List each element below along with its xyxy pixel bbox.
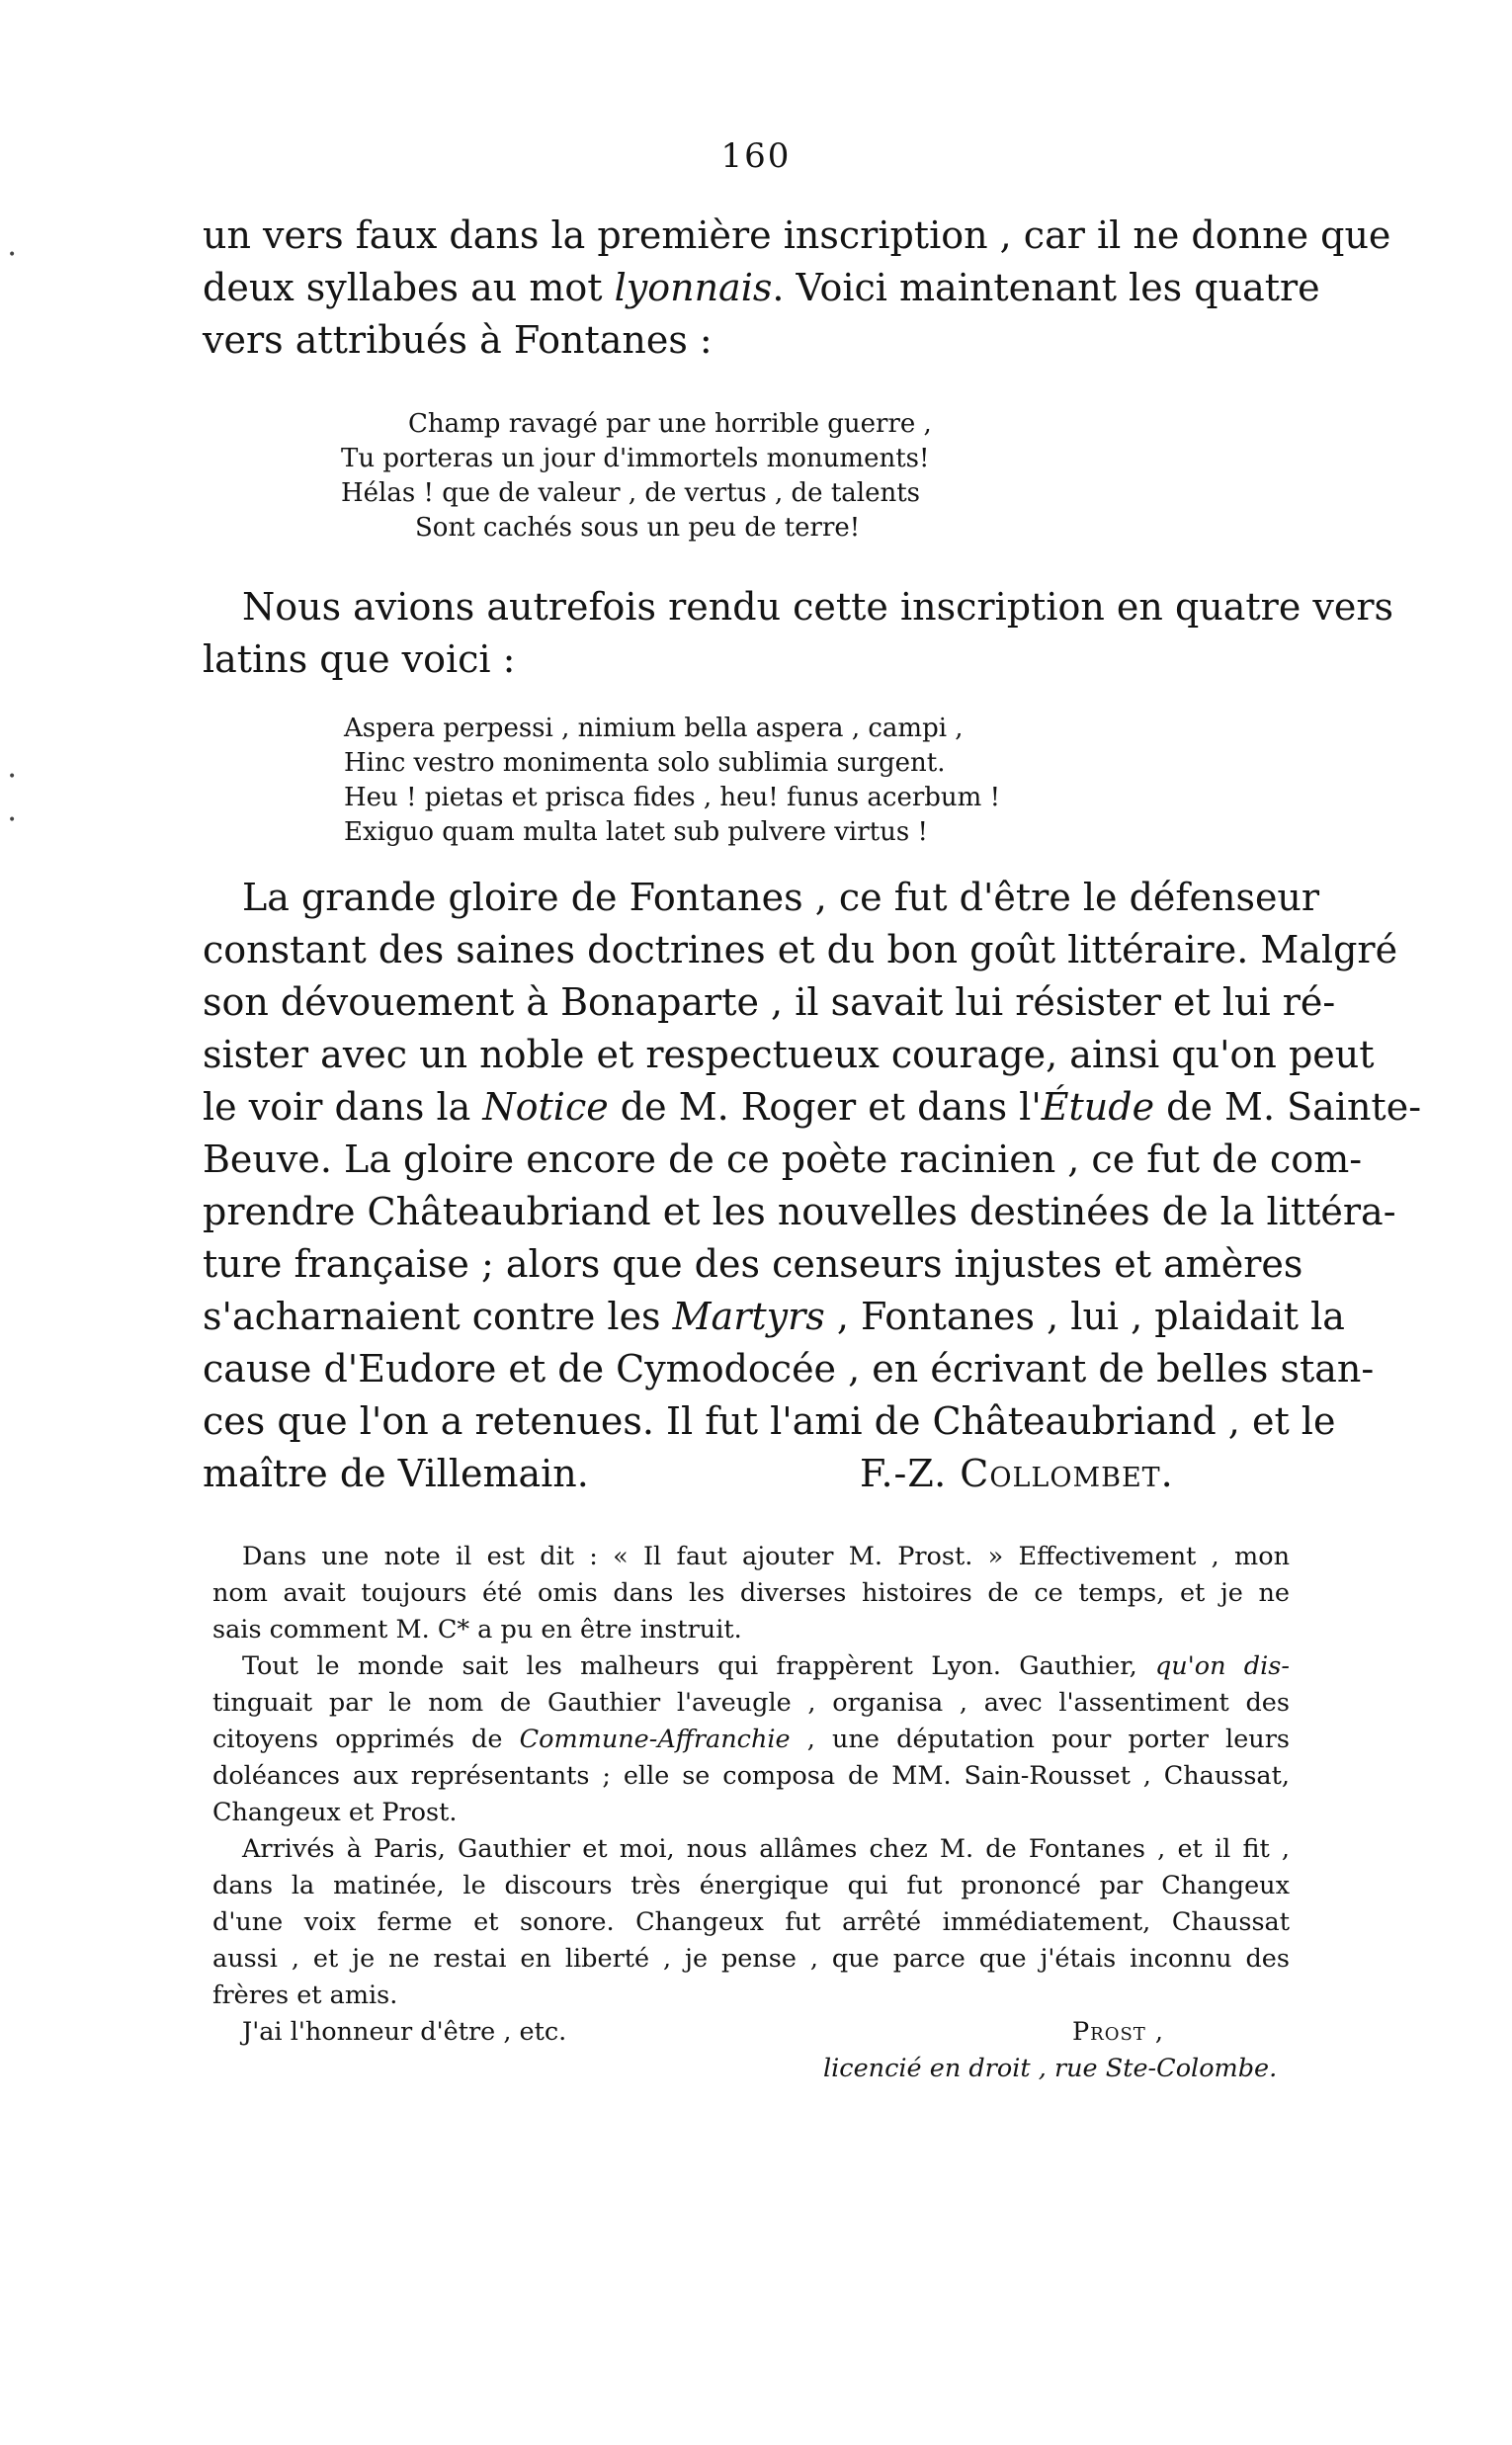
paragraph-3-line: ces que l'on a retenues. Il fut l'ami de Châteaubriand , et le [203, 1399, 1336, 1443]
text-run: Tout le monde sait les malheurs qui frappèrent Lyon. Gauthier, [242, 1651, 1155, 1681]
paragraph-3-line [203, 1081, 1422, 1134]
text-run: citoyens opprimés de [212, 1725, 520, 1754]
paragraph-3-line: prendre Châteaubriand et les nouvelles destinées de la littéra- [203, 1190, 1396, 1233]
verse-line: Exiguo quam multa latet sub pulvere virtus ! [344, 817, 928, 847]
footnote-line: d'une voix ferme et sonore. Changeux fut arrêté immédiatement, Chaussat [212, 1907, 1290, 1937]
footnote-line: tinguait par le nom de Gauthier l'aveugle , organisa , avec l'assentiment des [212, 1688, 1290, 1718]
paragraph-3-line: cause d'Eudore et de Cymodocée , en écrivant de belles stan- [203, 1347, 1375, 1391]
text-run: . Voici maintenant les quatre [772, 266, 1320, 309]
footnote-line: licencié en droit , rue Ste-Colombe. [823, 2054, 1278, 2083]
text-run: de M. Sainte- [1154, 1085, 1422, 1129]
author-signature: F.-Z. Collombet. [860, 1452, 1174, 1495]
paragraph-2-line: Nous avions autrefois rendu cette inscription en quatre vers [242, 585, 1394, 629]
paragraph-2 [203, 581, 1394, 686]
page-number: 160 [720, 136, 792, 176]
paragraph-3-line: Beuve. La gloire encore de ce poète racinien , ce fut de com- [203, 1138, 1363, 1181]
verse-line: Tu porteras un jour d'immortels monuments! [341, 444, 930, 473]
text-run: deux syllabes au mot [203, 266, 615, 309]
footnote-line: Changeux et Prost. [212, 1798, 458, 1827]
paragraph-3-line: La grande gloire de Fontanes , ce fut d'être le défenseur [242, 876, 1320, 919]
paragraph-1 [203, 210, 1391, 367]
paragraph-3-line [203, 1291, 1345, 1343]
verse-french [341, 407, 932, 546]
footnote-line: frères et amis. [212, 1981, 398, 2010]
scan-mark: • [8, 247, 17, 263]
paragraph-1-line: un vers faux dans la première inscription , car il ne donne que [203, 213, 1391, 257]
paragraph-2-line: latins que voici : [203, 637, 516, 681]
text-run: le voir dans la [203, 1085, 483, 1129]
paragraph-1-line [203, 262, 1320, 314]
footnote-line: sais comment M. C* a pu en être instruit. [212, 1615, 742, 1644]
scan-mark: • [8, 769, 17, 785]
italic-title: Martyrs [672, 1295, 825, 1338]
paragraph-3 [203, 872, 1422, 1500]
verse-line: Champ ravagé par une horrible guerre , [408, 409, 932, 439]
text-run: , une députation pour porter leurs [790, 1725, 1290, 1754]
italic-title: Étude [1041, 1085, 1155, 1129]
footnote-line [212, 2014, 1290, 2051]
footnote [212, 1539, 1290, 2087]
verse-latin [344, 712, 1000, 850]
footnote-line [212, 1722, 1290, 1758]
text-run: de M. Roger et dans l' [608, 1085, 1042, 1129]
footnote-line: Dans une note il est dit : « Il faut ajouter M. Prost. » Effectivement , mon [242, 1542, 1290, 1571]
paragraph-3-line [203, 1448, 1290, 1500]
text-run: maître de Villemain. [203, 1452, 589, 1495]
footnote-line: doléances aux représentants ; elle se composa de MM. Sain-Rousset , Chaussat, [212, 1761, 1290, 1791]
footnote-line [212, 1648, 1290, 1685]
text-run: s'acharnaient contre les [203, 1295, 673, 1338]
italic-title: Notice [482, 1085, 609, 1129]
italic-text: qu'on dis- [1154, 1651, 1290, 1681]
verse-line: Aspera perpessi , nimium bella aspera , campi , [344, 714, 964, 743]
verse-line: Hinc vestro monimenta solo sublimia surgent. [344, 748, 946, 778]
paragraph-3-line: son dévouement à Bonaparte , il savait lui résister et lui ré- [203, 980, 1336, 1024]
footnote-line: aussi , et je ne restai en liberté , je pense , que parce que j'étais inconnu des [212, 1944, 1290, 1974]
footnote-line: Arrivés à Paris, Gauthier et moi, nous allâmes chez M. de Fontanes , et il fit , [242, 1834, 1290, 1864]
italic-word: lyonnais [614, 266, 773, 309]
scan-mark: • [8, 812, 17, 828]
paragraph-3-line: constant des saines doctrines et du bon goût littéraire. Malgré [203, 928, 1398, 971]
paragraph-3-line: sister avec un noble et respectueux courage, ainsi qu'on peut [203, 1033, 1375, 1076]
verse-line: Hélas ! que de valeur , de vertus , de talents [341, 478, 921, 508]
footnote-line: dans la matinée, le discours très énergique qui fut prononcé par Changeux [212, 1871, 1290, 1900]
verse-line: Heu ! pietas et prisca fides , heu! funus acerbum ! [344, 783, 1001, 812]
verse-line: Sont cachés sous un peu de terre! [415, 513, 861, 543]
paragraph-3-line: ture française ; alors que des censeurs injustes et amères [203, 1242, 1303, 1286]
text-run: J'ai l'honneur d'être , etc. [242, 2017, 567, 2047]
italic-text: Commune-Affranchie [519, 1725, 791, 1754]
footnote-line: nom avait toujours été omis dans les diverses histoires de ce temps, et je ne [212, 1578, 1290, 1608]
text-run: , Fontanes , lui , plaidait la [824, 1295, 1345, 1338]
note-signature: Prost , [1072, 2017, 1165, 2047]
paragraph-1-line: vers attribués à Fontanes : [203, 318, 713, 362]
